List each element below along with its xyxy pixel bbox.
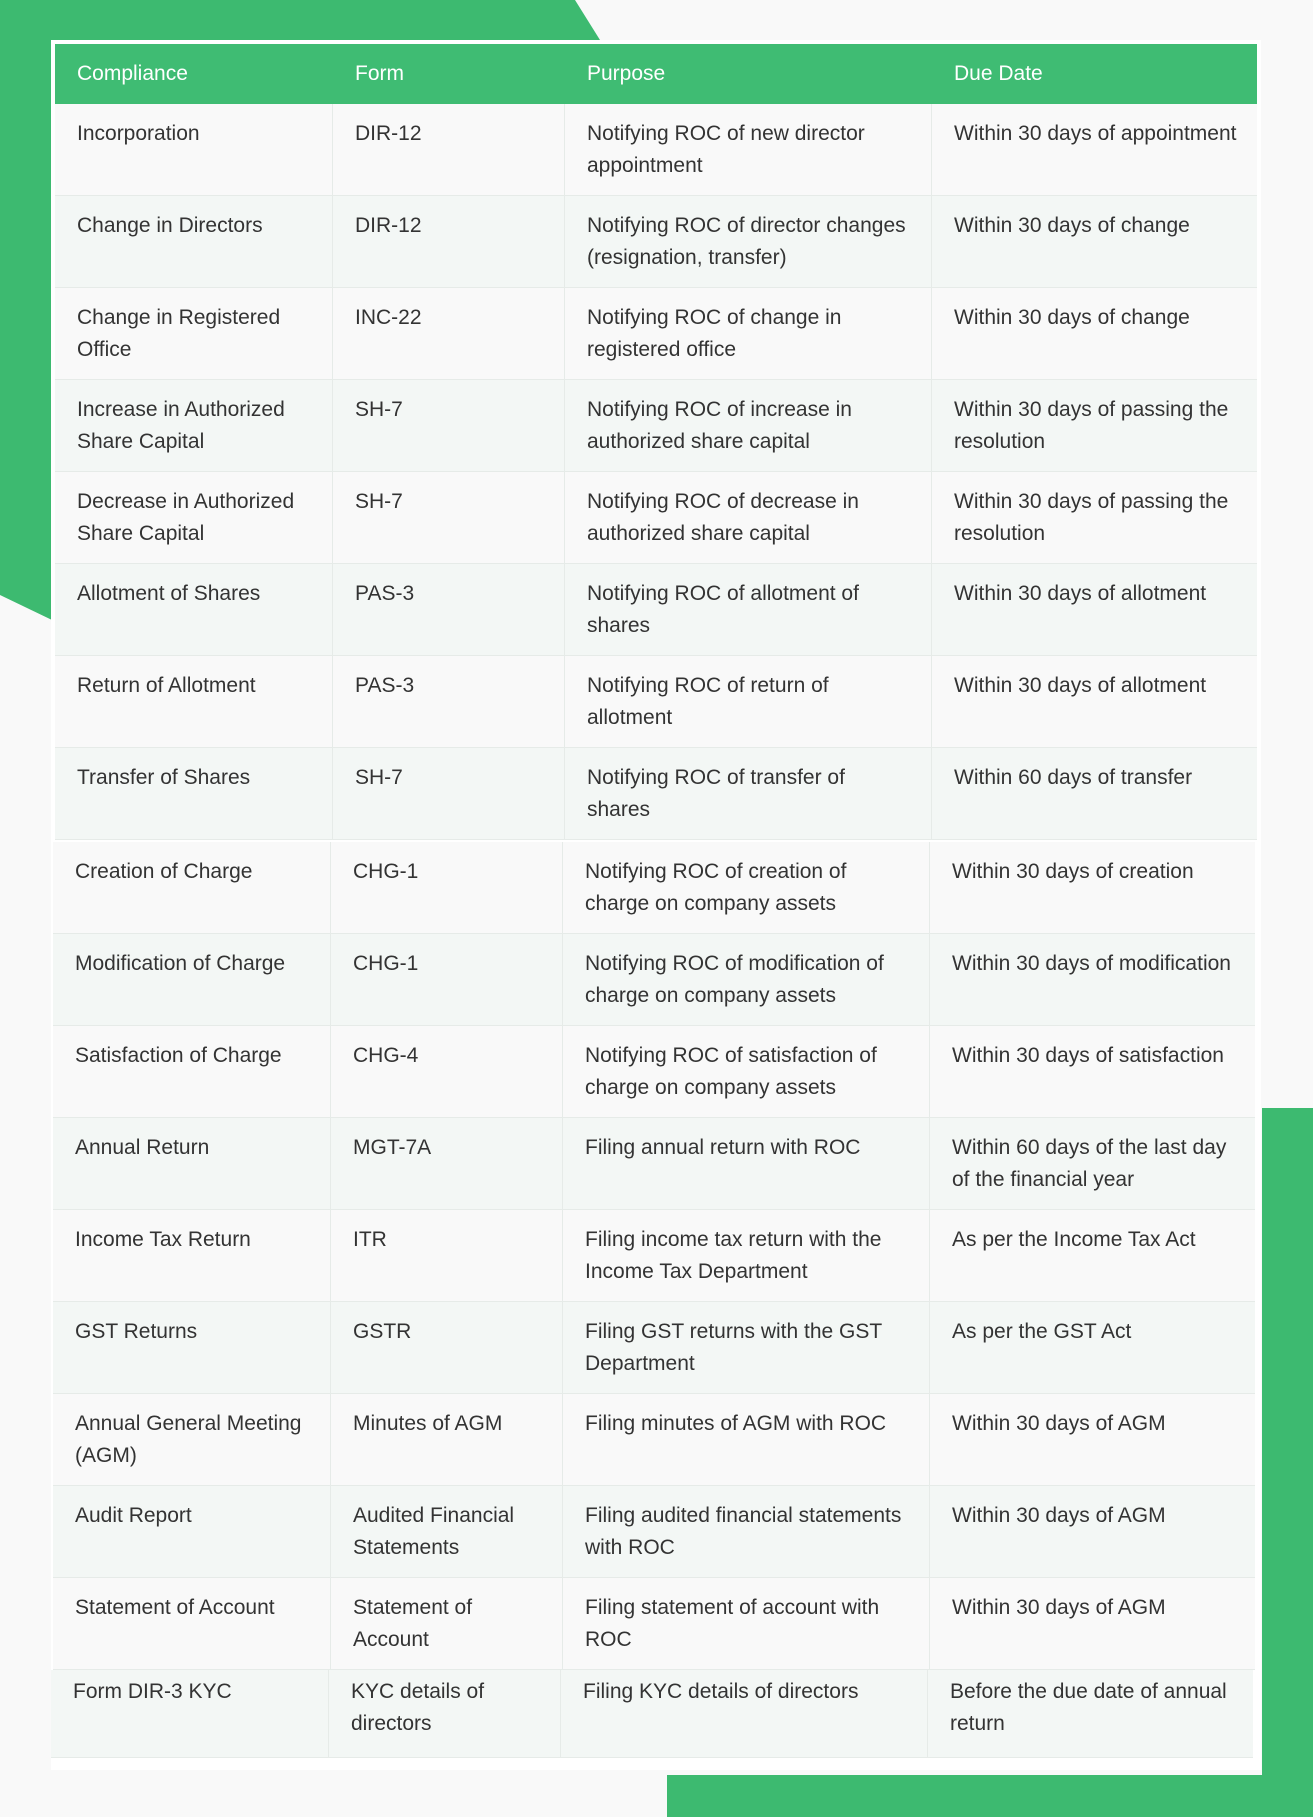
header-form: Form — [355, 62, 404, 85]
cell-purpose: Notifying ROC of change in registered office — [565, 288, 932, 379]
cell-purpose: Notifying ROC of transfer of shares — [565, 748, 932, 839]
cell-compliance: Decrease in Authorized Share Capital — [55, 472, 333, 563]
cell-form: Statement of Account — [331, 1578, 563, 1669]
cell-purpose: Notifying ROC of return of allotment — [565, 656, 932, 747]
cell-due-date: Within 30 days of AGM — [952, 1504, 1166, 1527]
cell-due-date: Within 60 days of the last day of the financial year — [952, 1136, 1227, 1191]
cell-compliance: Transfer of Shares — [55, 748, 333, 839]
cell-due-date: Within 30 days of passing the resolution — [954, 490, 1229, 545]
cell-compliance: Increase in Authorized Share Capital — [55, 380, 333, 471]
table-row — [53, 1486, 1255, 1578]
cell-due-date: Within 30 days of allotment — [954, 674, 1207, 697]
decorative-shape-bottom — [667, 1775, 1313, 1817]
cell-form: INC-22 — [333, 288, 565, 379]
cell-purpose: Filing minutes of AGM with ROC — [563, 1394, 930, 1485]
cell-form: MGT-7A — [331, 1118, 563, 1209]
cell-compliance: Income Tax Return — [53, 1210, 331, 1301]
cell-due-date: Within 60 days of transfer — [954, 766, 1193, 789]
cell-compliance: Change in Directors — [55, 196, 333, 287]
table-row — [51, 1670, 1253, 1758]
table-row — [53, 1578, 1255, 1670]
cell-form: PAS-3 — [333, 564, 565, 655]
cell-purpose: Filing KYC details of directors — [561, 1670, 928, 1757]
cell-due-date: As per the Income Tax Act — [952, 1228, 1196, 1251]
table-row — [55, 288, 1257, 380]
cell-due-date: Within 30 days of passing the resolution — [954, 398, 1229, 453]
cell-form: KYC details of directors — [329, 1670, 561, 1757]
cell-form: DIR-12 — [333, 196, 565, 287]
header-compliance: Compliance — [77, 62, 188, 85]
cell-due-date: Within 30 days of appointment — [954, 122, 1237, 145]
cell-compliance: Change in Registered Office — [55, 288, 333, 379]
table-row — [55, 748, 1257, 840]
cell-purpose: Filing income tax return with the Income Tax Department — [563, 1210, 930, 1301]
cell-form: SH-7 — [333, 472, 565, 563]
table-header — [55, 44, 1257, 104]
cell-form: CHG-1 — [331, 934, 563, 1025]
table-row — [55, 380, 1257, 472]
table-row — [53, 1210, 1255, 1302]
cell-compliance: Satisfaction of Charge — [53, 1026, 331, 1117]
table-row — [55, 564, 1257, 656]
cell-purpose: Notifying ROC of modification of charge on company assets — [563, 934, 930, 1025]
table-row — [55, 656, 1257, 748]
cell-form: Minutes of AGM — [331, 1394, 563, 1485]
decorative-shape-right — [1262, 1108, 1313, 1817]
cell-due-date: Within 30 days of modification — [952, 952, 1231, 975]
cell-purpose: Notifying ROC of increase in authorized share capital — [565, 380, 932, 471]
header-purpose: Purpose — [587, 62, 666, 85]
cell-form: DIR-12 — [333, 104, 565, 195]
cell-compliance: Annual Return — [53, 1118, 331, 1209]
cell-purpose: Notifying ROC of decrease in authorized share capital — [565, 472, 932, 563]
cell-purpose: Notifying ROC of new director appointment — [565, 104, 932, 195]
cell-due-date: Within 30 days of satisfaction — [952, 1044, 1224, 1067]
cell-purpose: Notifying ROC of director changes (resignation, transfer) — [565, 196, 932, 287]
cell-form: SH-7 — [333, 380, 565, 471]
cell-compliance: GST Returns — [53, 1302, 331, 1393]
cell-compliance: Annual General Meeting (AGM) — [53, 1394, 331, 1485]
table-row — [53, 1118, 1255, 1210]
cell-compliance: Incorporation — [55, 104, 333, 195]
cell-purpose: Notifying ROC of satisfaction of charge on company assets — [563, 1026, 930, 1117]
cell-purpose: Notifying ROC of allotment of shares — [565, 564, 932, 655]
cell-due-date: Before the due date of annual return — [950, 1680, 1227, 1735]
cell-form: SH-7 — [333, 748, 565, 839]
table-row — [55, 104, 1257, 196]
cell-due-date: Within 30 days of AGM — [952, 1412, 1166, 1435]
cell-compliance: Return of Allotment — [55, 656, 333, 747]
cell-compliance: Audit Report — [53, 1486, 331, 1577]
cell-purpose: Filing annual return with ROC — [563, 1118, 930, 1209]
cell-compliance: Form DIR-3 KYC — [51, 1670, 329, 1757]
header-due-date: Due Date — [954, 62, 1043, 85]
cell-purpose: Notifying ROC of creation of charge on company assets — [563, 842, 930, 933]
table-row — [53, 1026, 1255, 1118]
cell-form: PAS-3 — [333, 656, 565, 747]
cell-form: CHG-4 — [331, 1026, 563, 1117]
cell-form: Audited Financial Statements — [331, 1486, 563, 1577]
cell-due-date: Within 30 days of change — [954, 306, 1190, 329]
table-row — [55, 196, 1257, 288]
cell-purpose: Filing statement of account with ROC — [563, 1578, 930, 1669]
table-row — [53, 842, 1255, 934]
cell-due-date: Within 30 days of change — [954, 214, 1190, 237]
cell-compliance: Modification of Charge — [53, 934, 331, 1025]
table-row — [55, 472, 1257, 564]
table-row — [53, 934, 1255, 1026]
table-row — [53, 1302, 1255, 1394]
table-row — [53, 1394, 1255, 1486]
cell-due-date: As per the GST Act — [952, 1320, 1132, 1343]
cell-form: CHG-1 — [331, 842, 563, 933]
cell-form: GSTR — [331, 1302, 563, 1393]
cell-compliance: Allotment of Shares — [55, 564, 333, 655]
cell-compliance: Statement of Account — [53, 1578, 331, 1669]
cell-due-date: Within 30 days of creation — [952, 860, 1194, 883]
cell-due-date: Within 30 days of AGM — [952, 1596, 1166, 1619]
cell-purpose: Filing GST returns with the GST Department — [563, 1302, 930, 1393]
cell-form: ITR — [331, 1210, 563, 1301]
cell-compliance: Creation of Charge — [53, 842, 331, 933]
cell-purpose: Filing audited financial statements with ROC — [563, 1486, 930, 1577]
cell-due-date: Within 30 days of allotment — [954, 582, 1207, 605]
compliance-table — [51, 40, 1261, 1770]
